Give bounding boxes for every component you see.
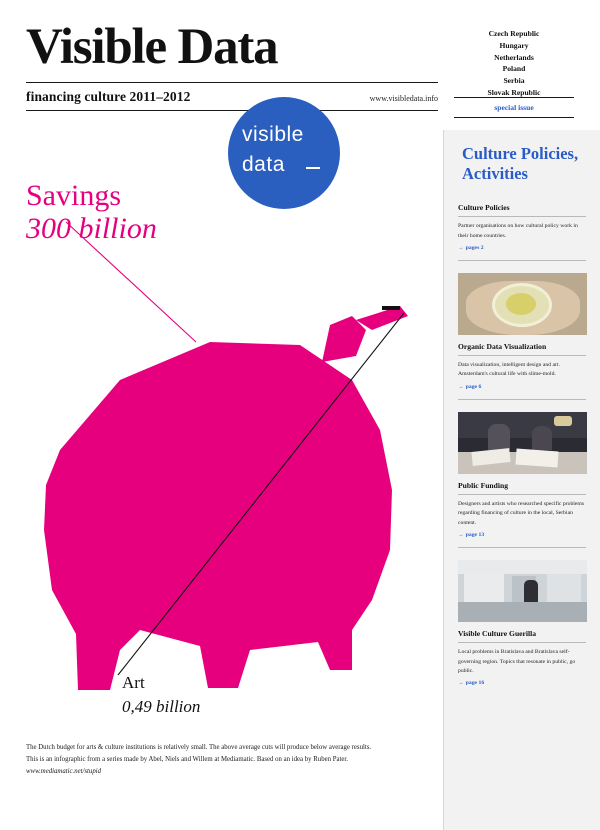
country-item: Netherlands (494, 52, 534, 62)
coin-slot (382, 306, 400, 310)
arrow-right-icon: → (458, 532, 464, 539)
logo-line-2: data (242, 153, 285, 176)
card-page-link-label: page 6 (465, 383, 482, 390)
pig-ear-shape (322, 316, 366, 362)
card-body: Partner organisations on how cultural policy work in their home countries. (458, 223, 578, 239)
footer-source-url[interactable]: www.mediamatic.net/stupid (26, 767, 102, 775)
footer-credits (26, 742, 426, 778)
card-page-link-label: page 16 (465, 680, 485, 687)
card-page-link[interactable] (458, 676, 586, 686)
arrow-right-icon: → (458, 245, 464, 252)
card-body: Local problems in Bratislava and Bratislava self-governing region. Topics that resonate in public, go public. (458, 649, 576, 674)
petri-dish-slime-mold-photo (458, 273, 587, 335)
infographic-area (0, 130, 443, 830)
country-item: Poland (502, 64, 526, 74)
masthead-subtitle: financing culture 2011–2012 (26, 89, 191, 104)
sidebar-divider (458, 547, 586, 548)
sidebar-divider (458, 260, 586, 261)
arrow-right-icon: → (458, 383, 464, 390)
card-title: Public Funding (458, 474, 586, 495)
country-list (454, 28, 574, 99)
masthead-subrow (26, 83, 438, 105)
card-body: Data visualization, intelligent design and art. Amsterdam's cultural life with slime-mold. (458, 362, 560, 378)
special-issue-divider-bottom (454, 117, 574, 118)
card-page-link[interactable] (458, 241, 586, 251)
right-sidebar (443, 130, 600, 830)
card-title: Organic Data Visualization (458, 335, 586, 356)
footer-line-2: This is an infographic from a series made by Abel, Niels and Willem at Mediamatic. Based on an idea by Ruben Pater. (26, 755, 348, 763)
card-page-link[interactable] (458, 528, 586, 538)
card-page-link-label: page 13 (465, 532, 485, 539)
arrow-right-icon: → (458, 680, 464, 687)
sidebar-divider (458, 399, 586, 400)
sidebar-heading: Culture Policies, Activities (462, 144, 579, 184)
savings-amount: 300 billion (26, 212, 157, 245)
card-page-link-label: pages 2 (465, 245, 484, 252)
country-item: Hungary (499, 40, 529, 50)
special-issue-divider-top (454, 97, 574, 98)
country-item: Czech Republic (488, 29, 540, 38)
card-page-link[interactable] (458, 380, 586, 390)
workshop-desk-photo (458, 412, 587, 474)
sidebar-card-culture-policies[interactable] (458, 196, 586, 251)
card-body: Designers and artists who researched specific problems regarding financing of culture in the local, Serbian content. (458, 500, 585, 526)
page-title: Visible Data (26, 19, 278, 75)
card-title: Culture Policies (458, 196, 586, 217)
sidebar-card-visible-culture-guerilla[interactable] (458, 560, 586, 686)
logo-line-1: visible (242, 123, 304, 146)
footer-line-1: The Dutch budget for arts & culture institutions is relatively small. The above average cuts will produce below average results. (26, 744, 372, 751)
masthead-divider-bottom (26, 110, 438, 111)
subway-corridor-photo (458, 560, 587, 622)
art-amount: 0,49 billion (122, 697, 201, 716)
special-issue-badge: special issue (494, 103, 534, 112)
country-item: Serbia (503, 76, 525, 86)
sidebar-card-public-funding[interactable] (458, 412, 586, 538)
savings-label: Savings (26, 179, 122, 212)
art-label: Art (122, 673, 145, 692)
masthead-website-link[interactable]: www.visibledata.info (369, 94, 438, 103)
sidebar-card-organic-data-visualization[interactable] (458, 273, 586, 390)
card-title: Visible Culture Guerilla (458, 622, 586, 643)
country-item: Slovak Republic (487, 87, 541, 97)
